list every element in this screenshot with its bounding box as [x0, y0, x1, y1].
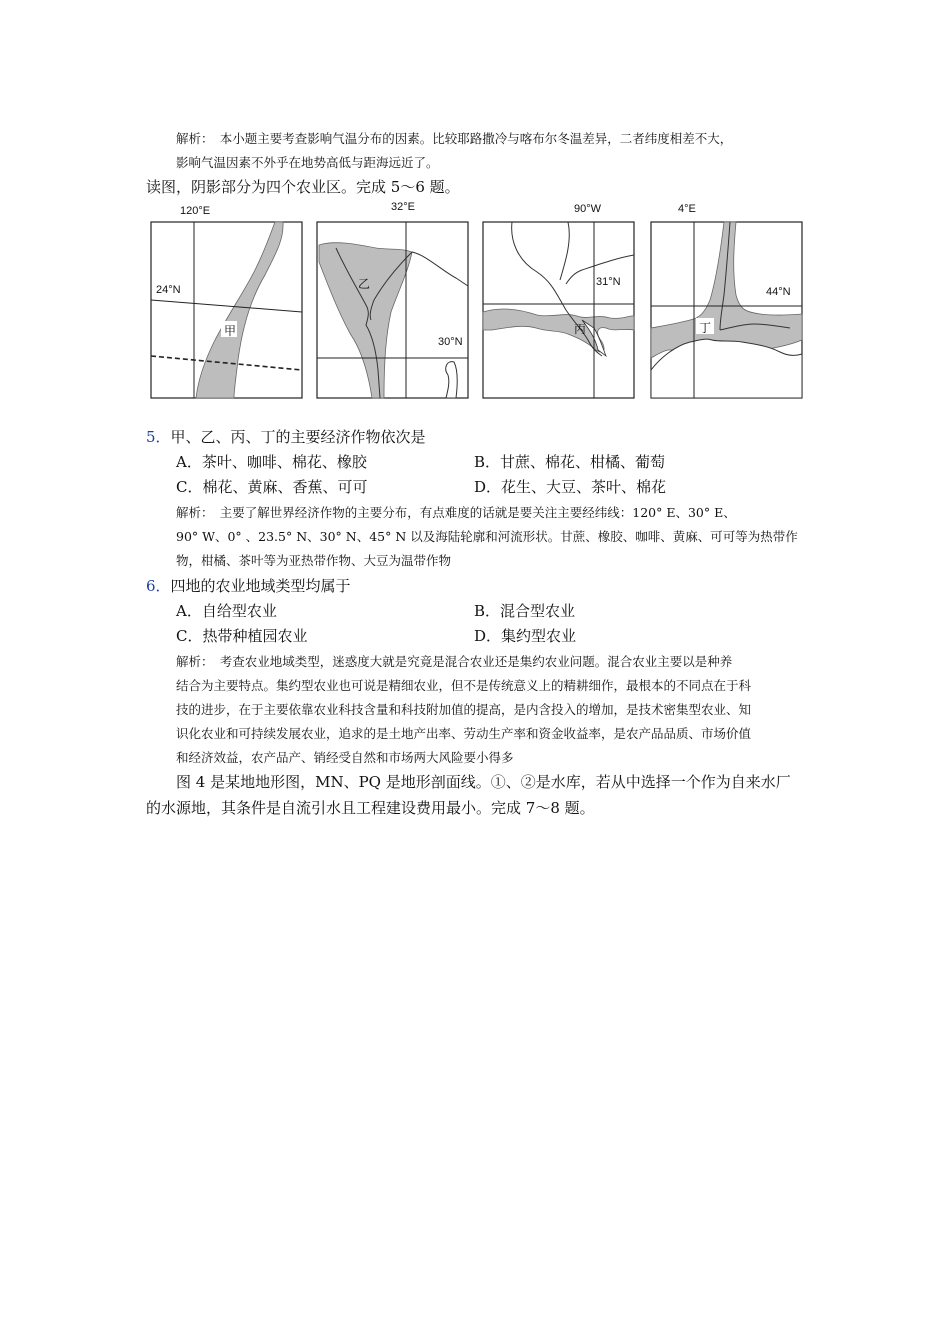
- q5-option-c: C．棉花、黄麻、香蕉、可可: [176, 478, 368, 496]
- map-yi-latitude: 30°N: [438, 336, 463, 348]
- q5-option-b: B．甘蔗、棉花、柑橘、葡萄: [474, 453, 666, 471]
- map-ding-region-label: 丁: [699, 321, 712, 335]
- q5-analysis-line-1: 解析： 主要了解世界经济作物的主要分布，有点难度的话就是要关注主要经纬线：120° E、30° E、: [176, 505, 736, 520]
- map-yi: [316, 200, 471, 400]
- map-ding-figure: [650, 200, 805, 400]
- map-yi-region-label: 乙: [358, 277, 371, 291]
- map-jia-figure: [150, 200, 305, 400]
- q5-option-d: D．花生、大豆、茶叶、棉花: [474, 478, 667, 496]
- map-ding-longitude: 4°E: [678, 203, 696, 215]
- question-5-number: 5．: [146, 428, 171, 446]
- map-ding: [650, 200, 805, 400]
- q6-option-d: D．集约型农业: [474, 627, 577, 645]
- q6-option-a: A．自给型农业: [176, 602, 277, 620]
- question-6-stem: 四地的农业地域类型均属于: [170, 577, 351, 595]
- q6-option-b: B．混合型农业: [474, 602, 576, 620]
- q5-option-a: A．茶叶、咖啡、棉花、橡胶: [176, 453, 367, 471]
- analysis-1-line-2: 影响气温因素不外乎在地势高低与距海远近了。: [176, 155, 439, 170]
- intro-text: 读图，阴影部分为四个农业区。完成 5～6 题。: [146, 178, 460, 196]
- question-5-stem: 甲、乙、丙、丁的主要经济作物依次是: [170, 428, 426, 446]
- map-yi-longitude: 32°E: [391, 201, 415, 213]
- q5-analysis-line-3: 物，柑橘、茶叶等为亚热带作物、大豆为温带作物: [176, 553, 452, 568]
- map-yi-figure: [316, 200, 471, 400]
- map-jia-latitude: 24°N: [156, 284, 181, 296]
- q6-analysis-line-1: 解析： 考查农业地域类型，迷惑度大就是究竟是混合农业还是集约农业问题。混合农业主要以是种养: [176, 654, 733, 669]
- q6-analysis-line-5: 和经济效益，农产品产、销经受自然和市场两大风险要小得多: [176, 750, 514, 765]
- question-5: [146, 426, 426, 447]
- map-bing-region-label: 丙: [574, 322, 587, 336]
- map-jia: [150, 200, 305, 400]
- q6-analysis-line-4: 识化农业和可持续发展农业，追求的是土地产出率、劳动生产率和资金收益率，是农产品品质、市场价值: [176, 726, 752, 741]
- analysis-1-line-1: 解析： 本小题主要考查影响气温分布的因素。比较耶路撒冷与喀布尔冬温差异，二者纬度相差不大，: [176, 131, 733, 146]
- map-bing-latitude: 31°N: [596, 276, 621, 288]
- map-jia-region-label: 甲: [224, 324, 237, 338]
- para-78-line-1: 图 4 是某地地形图，MN、PQ 是地形剖面线。①、②是水库，若从中选择一个作为自来水厂: [176, 773, 791, 791]
- map-bing-figure: [482, 200, 637, 400]
- q5-analysis-line-2: 90° W、0° 、23.5° N、30° N、45° N 以及海陆轮廓和河流形状。甘蔗、橡胶、咖啡、黄麻、可可等为热带作: [176, 529, 798, 544]
- q6-analysis-line-3: 技的进步，在于主要依靠农业科技含量和科技附加值的提高，是内含投入的增加，是技术密集型农业、知: [176, 702, 752, 717]
- map-ding-latitude: 44°N: [766, 286, 791, 298]
- map-jia-longitude: 120°E: [180, 205, 211, 217]
- map-bing-longitude: 90°W: [574, 203, 602, 215]
- q6-analysis-line-2: 结合为主要特点。集约型农业也可说是精细农业，但不是传统意义上的精耕细作，最根本的不同点在于科: [176, 678, 752, 693]
- q6-option-c: C．热带种植园农业: [176, 627, 308, 645]
- question-6: [146, 575, 351, 596]
- map-bing: [482, 200, 637, 400]
- question-6-number: 6．: [146, 577, 171, 595]
- para-78-line-2: 的水源地，其条件是自流引水且工程建设费用最小。完成 7～8 题。: [146, 799, 595, 817]
